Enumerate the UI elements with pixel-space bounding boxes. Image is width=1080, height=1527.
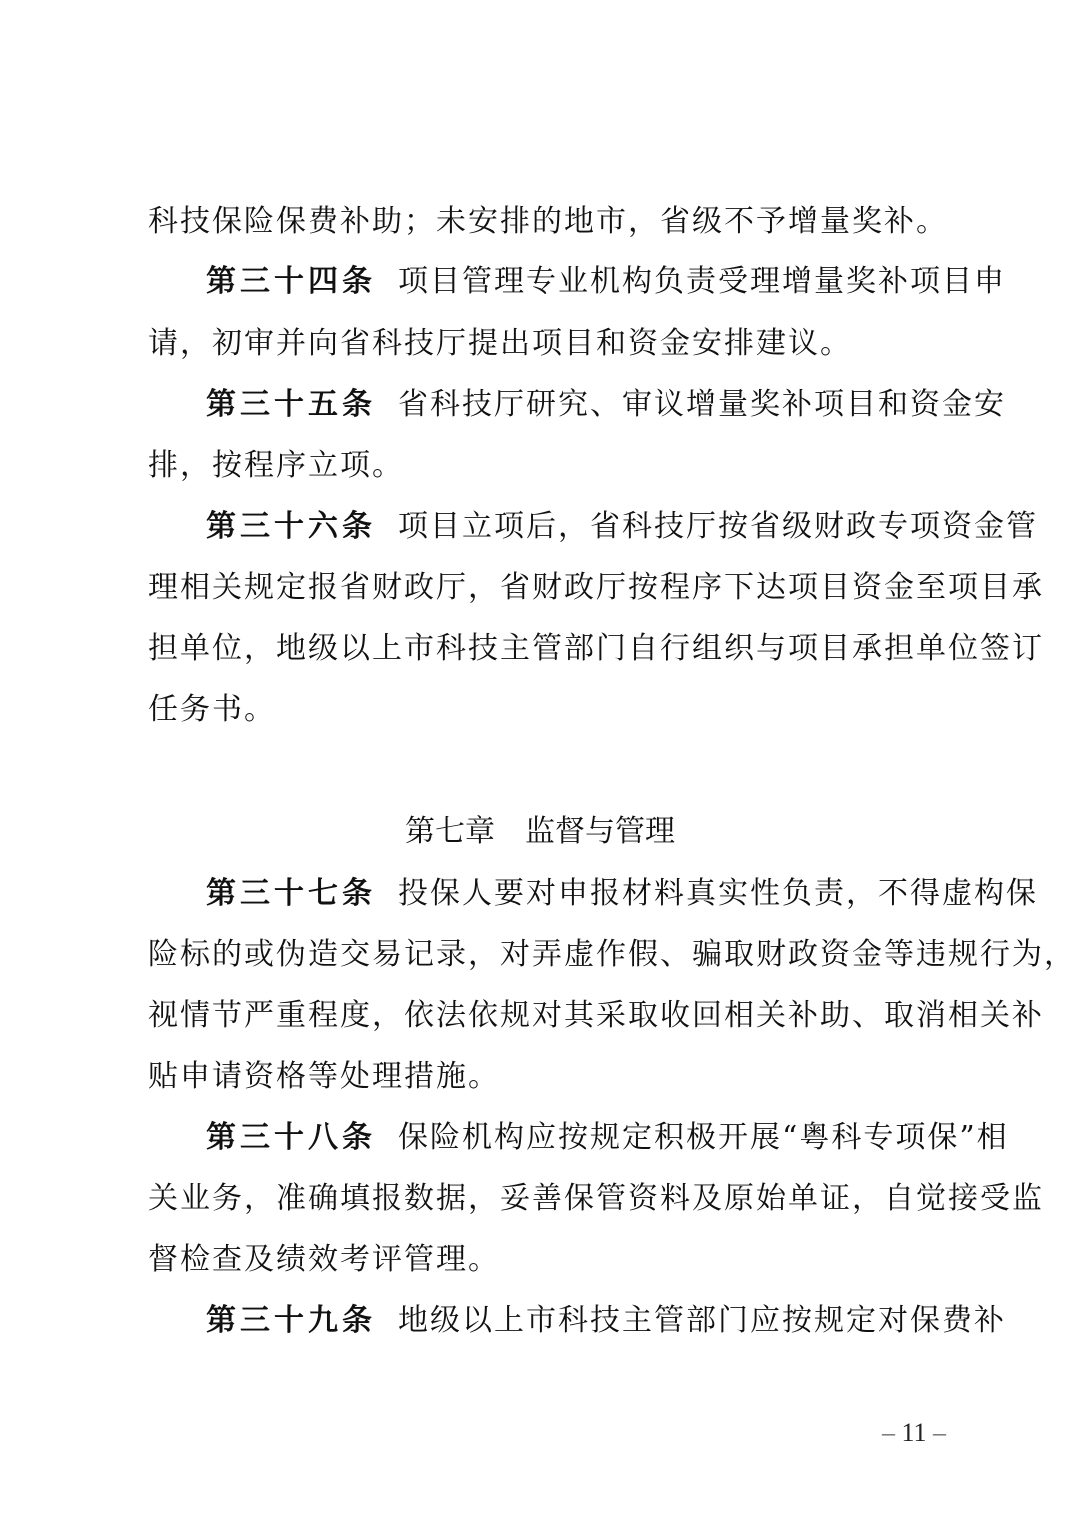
line-text: 险标的或伪造交易记录，对弄虚作假、骗取财政资金等违规行为， bbox=[148, 937, 1076, 972]
article-34 bbox=[206, 262, 1006, 302]
article-35 bbox=[206, 385, 1006, 425]
chapter-title: 监督与管理 bbox=[525, 814, 675, 849]
text-line bbox=[148, 935, 1076, 975]
text-line bbox=[148, 446, 948, 486]
article-37 bbox=[206, 874, 1038, 914]
article-label: 第三十七条 bbox=[206, 876, 376, 911]
line-text: 保险机构应按规定积极开展“粤科专项保”相 bbox=[398, 1120, 1009, 1155]
article-38 bbox=[206, 1118, 1009, 1158]
line-text: 科技保险保费补助；未安排的地市，省级不予增量奖补。 bbox=[148, 204, 948, 239]
article-label: 第三十五条 bbox=[206, 387, 376, 422]
line-text: 省科技厅研究、审议增量奖补项目和资金安 bbox=[398, 387, 1006, 422]
line-text: 任务书。 bbox=[148, 692, 276, 727]
line-text: 贴申请资格等处理措施。 bbox=[148, 1059, 500, 1094]
article-36 bbox=[206, 507, 1038, 547]
line-text: 项目管理专业机构负责受理增量奖补项目申 bbox=[398, 264, 1006, 299]
text-line bbox=[148, 690, 948, 730]
page-number-right-dash: – bbox=[933, 1418, 946, 1447]
text-line bbox=[148, 1240, 948, 1280]
text-line bbox=[148, 1057, 948, 1097]
text-line bbox=[148, 202, 948, 242]
line-text: 请，初审并向省科技厅提出项目和资金安排建议。 bbox=[148, 326, 852, 361]
line-text: 视情节严重程度，依法依规对其采取收回相关补助、取消相关补 bbox=[148, 998, 1044, 1033]
page-number bbox=[882, 1418, 946, 1448]
line-text: 排，按程序立项。 bbox=[148, 448, 404, 483]
line-text: 担单位，地级以上市科技主管部门自行组织与项目承担单位签订 bbox=[148, 631, 1044, 666]
page-number-value: 11 bbox=[901, 1418, 927, 1447]
line-text: 项目立项后，省科技厅按省级财政专项资金管 bbox=[398, 509, 1038, 544]
chapter-number: 第七章 bbox=[405, 814, 495, 849]
article-label: 第三十四条 bbox=[206, 264, 376, 299]
text-line bbox=[148, 1179, 1044, 1219]
chapter-heading bbox=[0, 812, 1080, 852]
text-line bbox=[148, 629, 1044, 669]
line-text: 投保人要对申报材料真实性负责，不得虚构保 bbox=[398, 876, 1038, 911]
line-text: 督检查及绩效考评管理。 bbox=[148, 1242, 500, 1277]
article-39 bbox=[206, 1301, 1006, 1341]
text-line bbox=[148, 568, 1044, 608]
line-text: 关业务，准确填报数据，妥善保管资料及原始单证，自觉接受监 bbox=[148, 1181, 1044, 1216]
page-number-left-dash: – bbox=[881, 1418, 895, 1447]
line-text: 地级以上市科技主管部门应按规定对保费补 bbox=[398, 1303, 1006, 1338]
text-line bbox=[148, 996, 1044, 1036]
article-label: 第三十九条 bbox=[206, 1303, 376, 1338]
article-label: 第三十六条 bbox=[206, 509, 376, 544]
article-label: 第三十八条 bbox=[206, 1120, 376, 1155]
text-line bbox=[148, 324, 948, 364]
line-text: 理相关规定报省财政厅，省财政厅按程序下达项目资金至项目承 bbox=[148, 570, 1044, 605]
